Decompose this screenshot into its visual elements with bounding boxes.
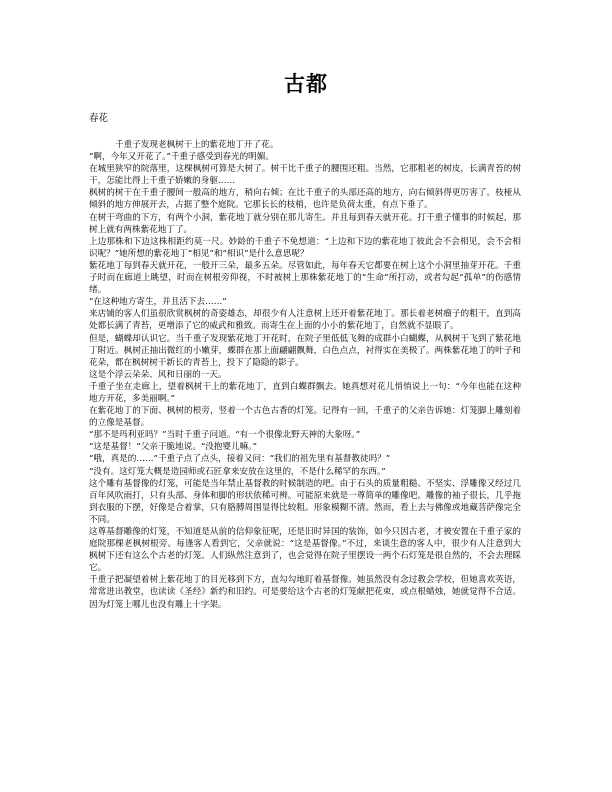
chapter-heading: 春花	[89, 113, 109, 124]
paragraph: 在紫花地丁的下面、枫树的根旁，竖着一个古色古香的灯笼。记得有一回，千重子的父亲告诉她：灯笼脚上雕刻着的立像是基督。	[89, 406, 521, 429]
paragraph: “哦，真是的……”千重子点了点头，接着又问：“我们的祖先里有基督教徒吗？”	[89, 454, 391, 465]
paragraph: 来店铺的客人们虽很欣赏枫树的奇姿雄态，却很少有人注意树上还开着紫花地丁。那长着老树瘤子的粗干，直到高处都长满了青苔，更增添了它的威武和雅致。而寄生在上面的小小的紫花地丁，自然就不显眼了。	[89, 309, 521, 332]
paragraph: 千重子发现老枫树干上的紫花地丁开了花。	[115, 140, 279, 150]
paragraph: 在树干弯曲的下方，有两个小洞，紫花地丁就分别在那儿寄生。并且每到春天就开花。打千重子懂事的时候起，那树上就有两株紫花地丁了。	[89, 212, 521, 235]
paragraph: 千重子坐在走廊上，望着枫树干上的紫花地丁，直到白蝶群飘去。她真想对花儿悄悄说上一句：“今年也能在这种地方开花，多美丽啊。”	[89, 381, 521, 404]
paragraph: 紫花地丁每到春天就开花，一般开三朵，最多五朵。尽管如此，每年春天它都要在树上这个小洞里抽芽开花。千重子时而在廊道上眺望，时而在树根旁仰视，不时被树上那株紫花地丁的“生命”所打动，或者勾起“孤单”的伤感情绪。	[89, 260, 521, 296]
paragraph: “啊，今年又开花了。”千重子感受到春光的明媚。	[89, 152, 274, 163]
paragraph: 枫树的树干在千重子腰间一般高的地方，稍向右倾；在比千重子的头部还高的地方，向右倾斜得更厉害了。枝桠从倾斜的地方伸展开去，占据了整个庭院。它那长长的枝梢，也许是负荷太重，有点下垂了。	[89, 188, 521, 211]
document-title: 古都	[284, 72, 328, 96]
paragraph: 千重子把凝望着树上紫花地丁的目光移到下方，直勾勾地盯着基督像。她虽然没有念过教会学校，但她喜欢英语，常常进出教堂，也读读《圣经》新约和旧约。可是要给这个古老的灯笼献把花束，或点根蜡烛，她就觉得不合适。因为灯笼上哪儿也没有雕上十字架。	[89, 575, 521, 610]
paragraph: 但是，蝴蝶却认识它。当千重子发现紫花地丁开花时，在院子里低低飞舞的成群小白蝴蝶，从枫树干飞到了紫花地丁附近。枫树正抽出微红的小嫩芽，蝶群在那上面翩翩飘舞，白色点点，衬得实在美极了。两株紫花地丁的叶子和花朵，都在枫树树干新长的青苔上，投下了隐隐的影子。	[89, 333, 521, 368]
paragraph: “没有。这灯笼大概是造园师或石匠拿来安放在这里的，不是什么稀罕的东西。”	[89, 466, 386, 477]
paragraph: “那不是玛利亚吗？”当时千重子问道。“有一个很像北野天神的大象呀。”	[89, 430, 361, 441]
paragraph: 这是个浮云朵朵、风和日丽的一天。	[89, 369, 227, 380]
paragraph: 上边那株和下边这株相距约莫一尺。妙龄的千重子不免想道：“上边和下边的紫花地丁彼此会不会相见，会不会相识呢？”她所想的紫花地丁“相见”和“相识”是什么意思呢？	[89, 236, 521, 259]
paragraph: “这是基督！”父亲干脆地说。“没抱婴儿嘛。”	[89, 442, 257, 453]
paragraph: “在这种地方寄生，并且活下去……”	[89, 297, 227, 308]
document-body	[89, 139, 521, 611]
paragraph: 这个雕有基督像的灯笼，可能是当年禁止基督教的时候制造的吧。由于石头的质量粗糙、不坚实、浮雕像又经过几百年风吹雨打，只有头部、身体和脚的形状依稀可辨。可能原来就是一尊简单的雕像吧。雕像的袖子很长，几乎拖到衣服的下摆，好像是合着掌，只有胳膊周围显得比较粗。形象模糊不清。然而，看上去与佛像或地藏菩萨像完全不同。	[89, 478, 521, 525]
paragraph: 在城里狭窄的院落里，这棵枫树可算是大树了。树干比千重子的腰围还粗。当然，它那粗老的树皮，长满青苔的树干，怎能比得上千重子娇嫩的身躯……	[89, 164, 521, 187]
paragraph: 这尊基督雕像的灯笼，不知道是从前的信仰象征呢，还是旧时异国的装饰，如今只因古老，才被安置在千重子家的庭院那棵老枫树根旁。每逢客人看到它，父亲就说：“这是基督像。”不过，来谈生意的客人中，很少有人注意到大枫树下还有这么个古老的灯笼。人们纵然注意到了，也会觉得在院子里摆设一两个石灯笼是很自然的，不会去理睬它。	[89, 527, 521, 574]
